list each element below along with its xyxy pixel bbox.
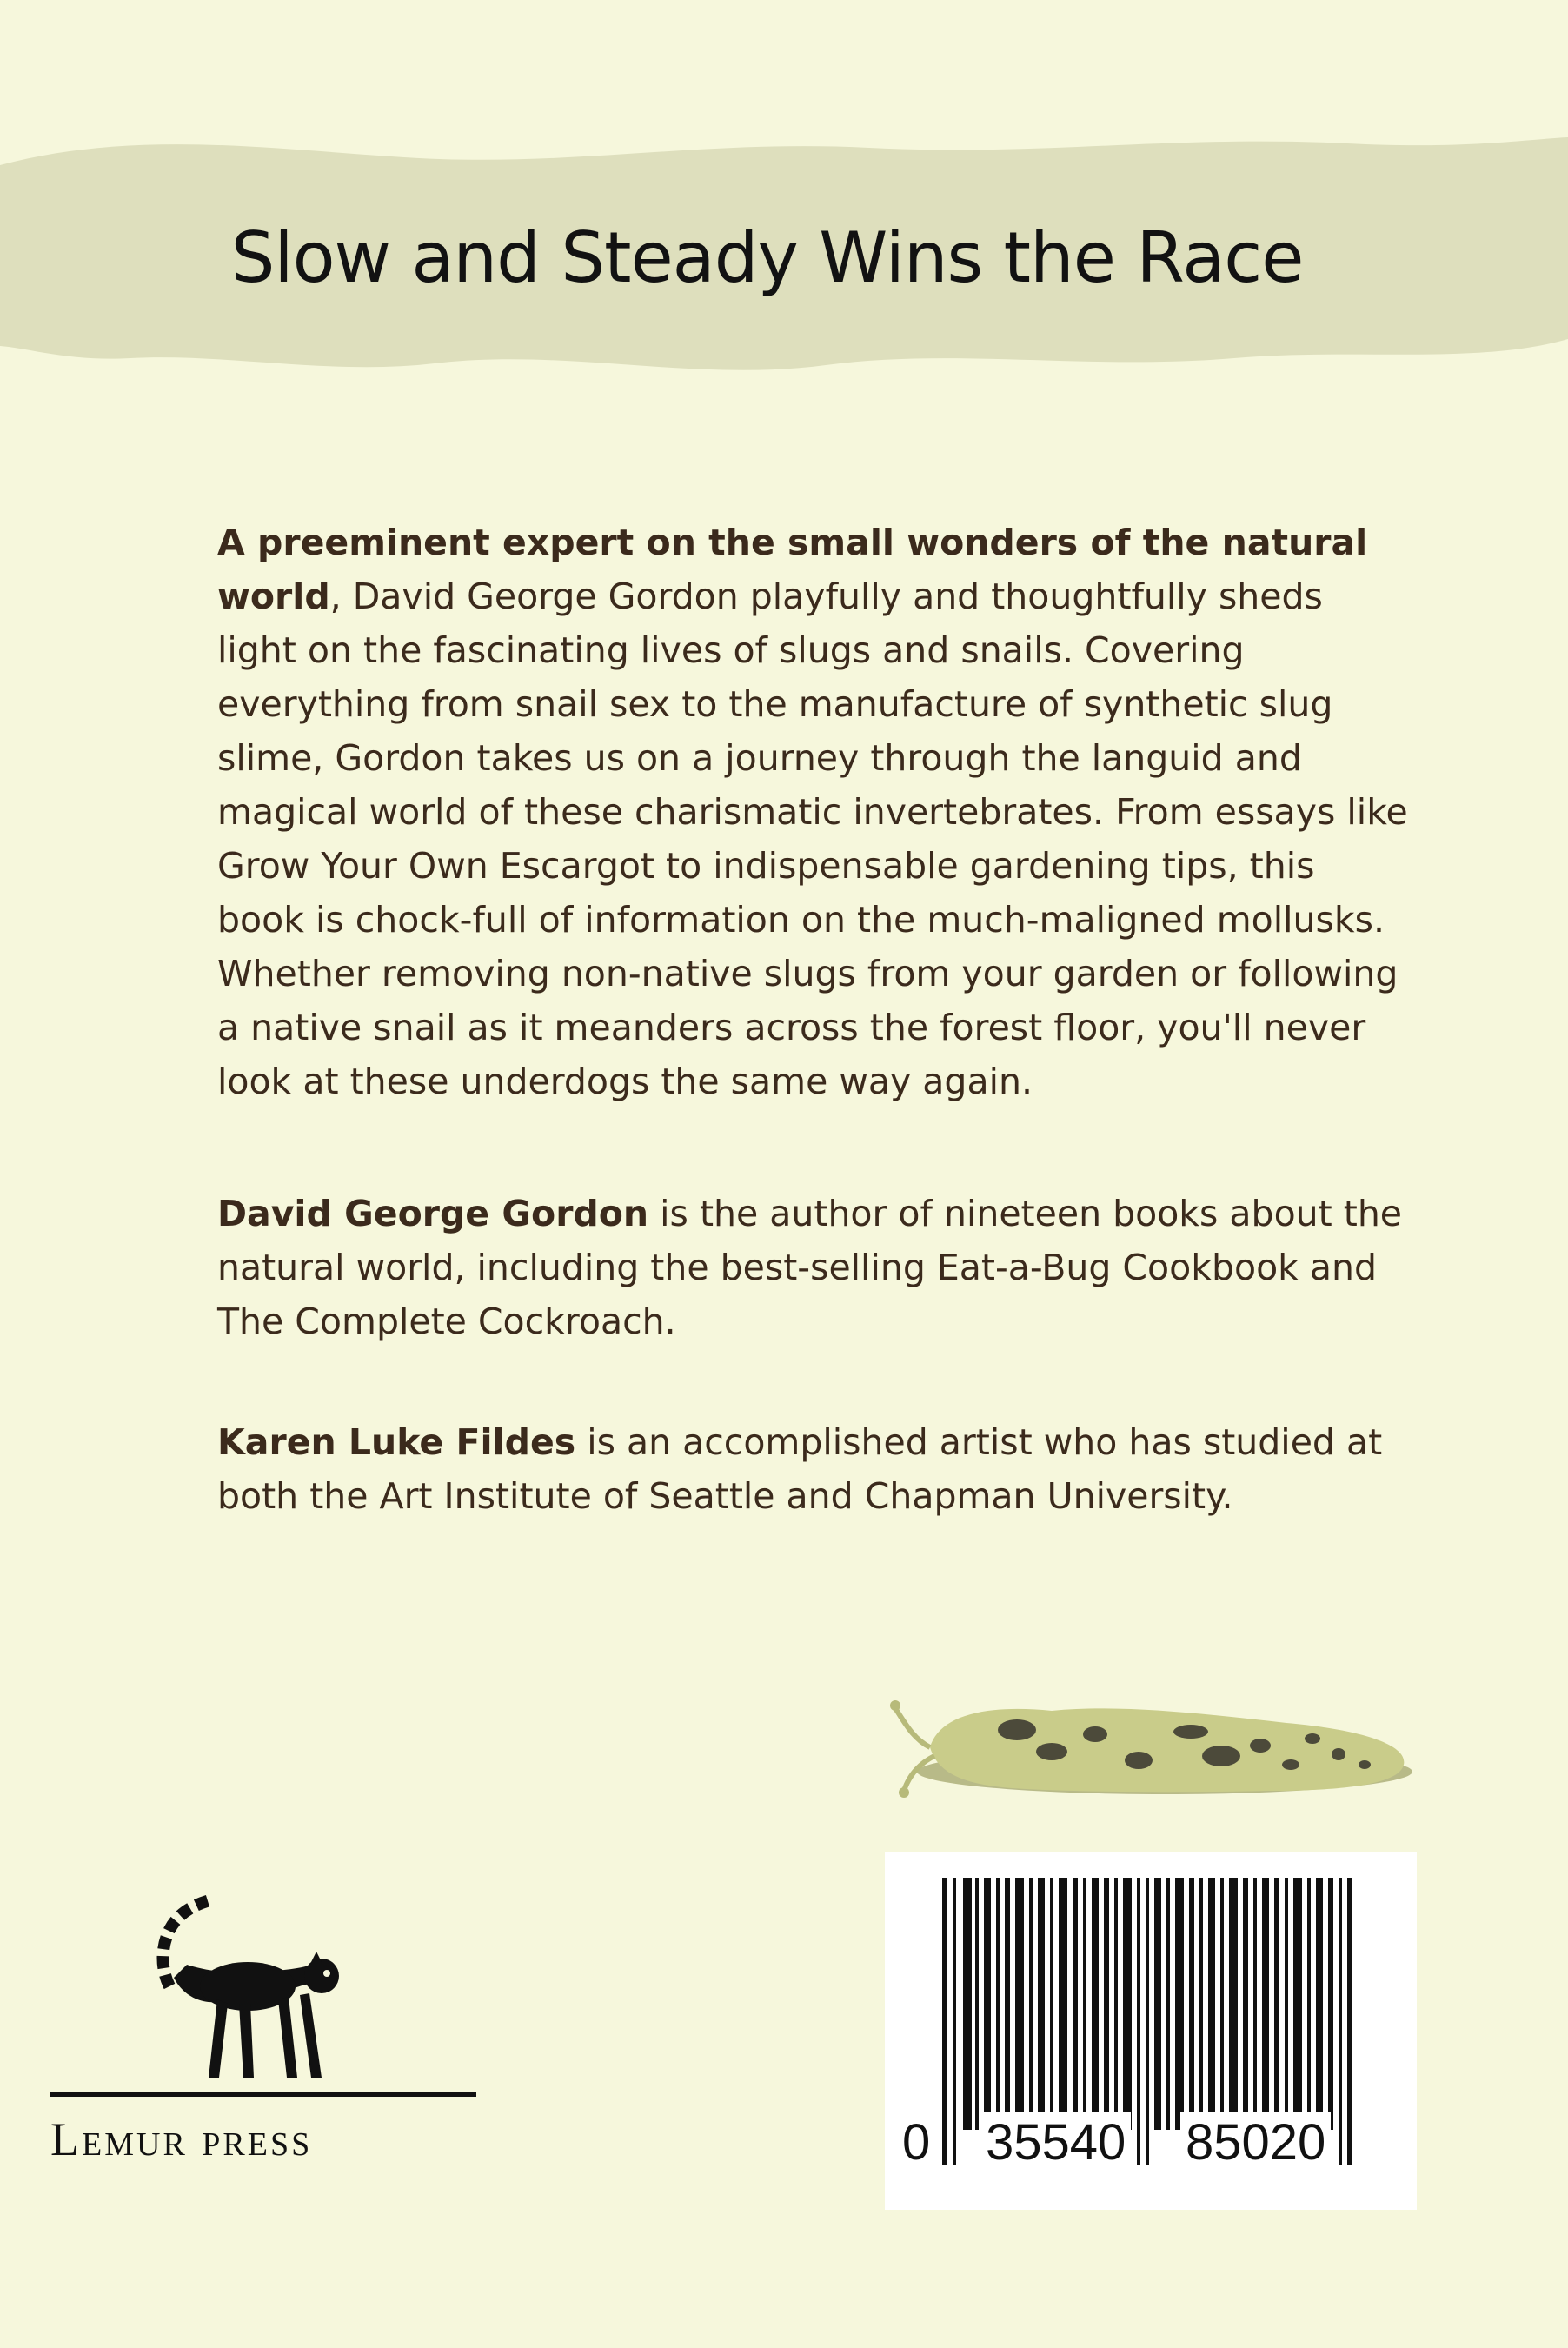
barcode-digit-first: 0	[897, 2112, 935, 2173]
barcode	[885, 1852, 1417, 2210]
blurb-body: , David George Gordon playfully and thoughtfully sheds light on the fascinating lives of slugs and snails. Covering everything from snail sex to the manufacture of synthetic slug slime, Gordon takes us on a journey through the languid and magical world of these charismatic invertebrates. From essays like Grow Your Own Escargot to indispensable gardening tips, this book is chock-full of information on the much-maligned mollusks. Whether removing non-native slugs from your garden or following a native snail as it meanders across the forest floor, you'll never look at these underdogs the same way again.	[217, 575, 1408, 1102]
artist-bio-text: is an accomplished artist who has studied at both the Art Institute of Seattle and Chapman University.	[217, 1421, 1383, 1517]
page-title: Slow and Steady Wins the Race	[230, 217, 1304, 298]
author-name: David George Gordon	[217, 1193, 649, 1234]
blurb-lead: A preeminent expert on the small wonders of the natural world	[217, 522, 1368, 617]
artist-name: Karen Luke Fildes	[217, 1421, 576, 1463]
artist-bio	[217, 1415, 1408, 1523]
barcode-bars	[885, 1852, 1417, 2210]
book-blurb	[217, 515, 1408, 1108]
logo-rule	[50, 2092, 476, 2097]
barcode-digits-left: 35540	[980, 2112, 1131, 2173]
lemur-icon	[156, 1882, 365, 2099]
author-bio-text: is the author of nineteen books about the natural world, including the best-selling Eat-a-Bug Cookbook and The Complete Cockroach.	[217, 1193, 1403, 1342]
slug-illustration	[878, 1669, 1417, 1817]
publisher-name: Lemur press	[50, 2113, 313, 2165]
author-bio	[217, 1187, 1408, 1348]
barcode-digits-right: 85020	[1180, 2112, 1331, 2173]
